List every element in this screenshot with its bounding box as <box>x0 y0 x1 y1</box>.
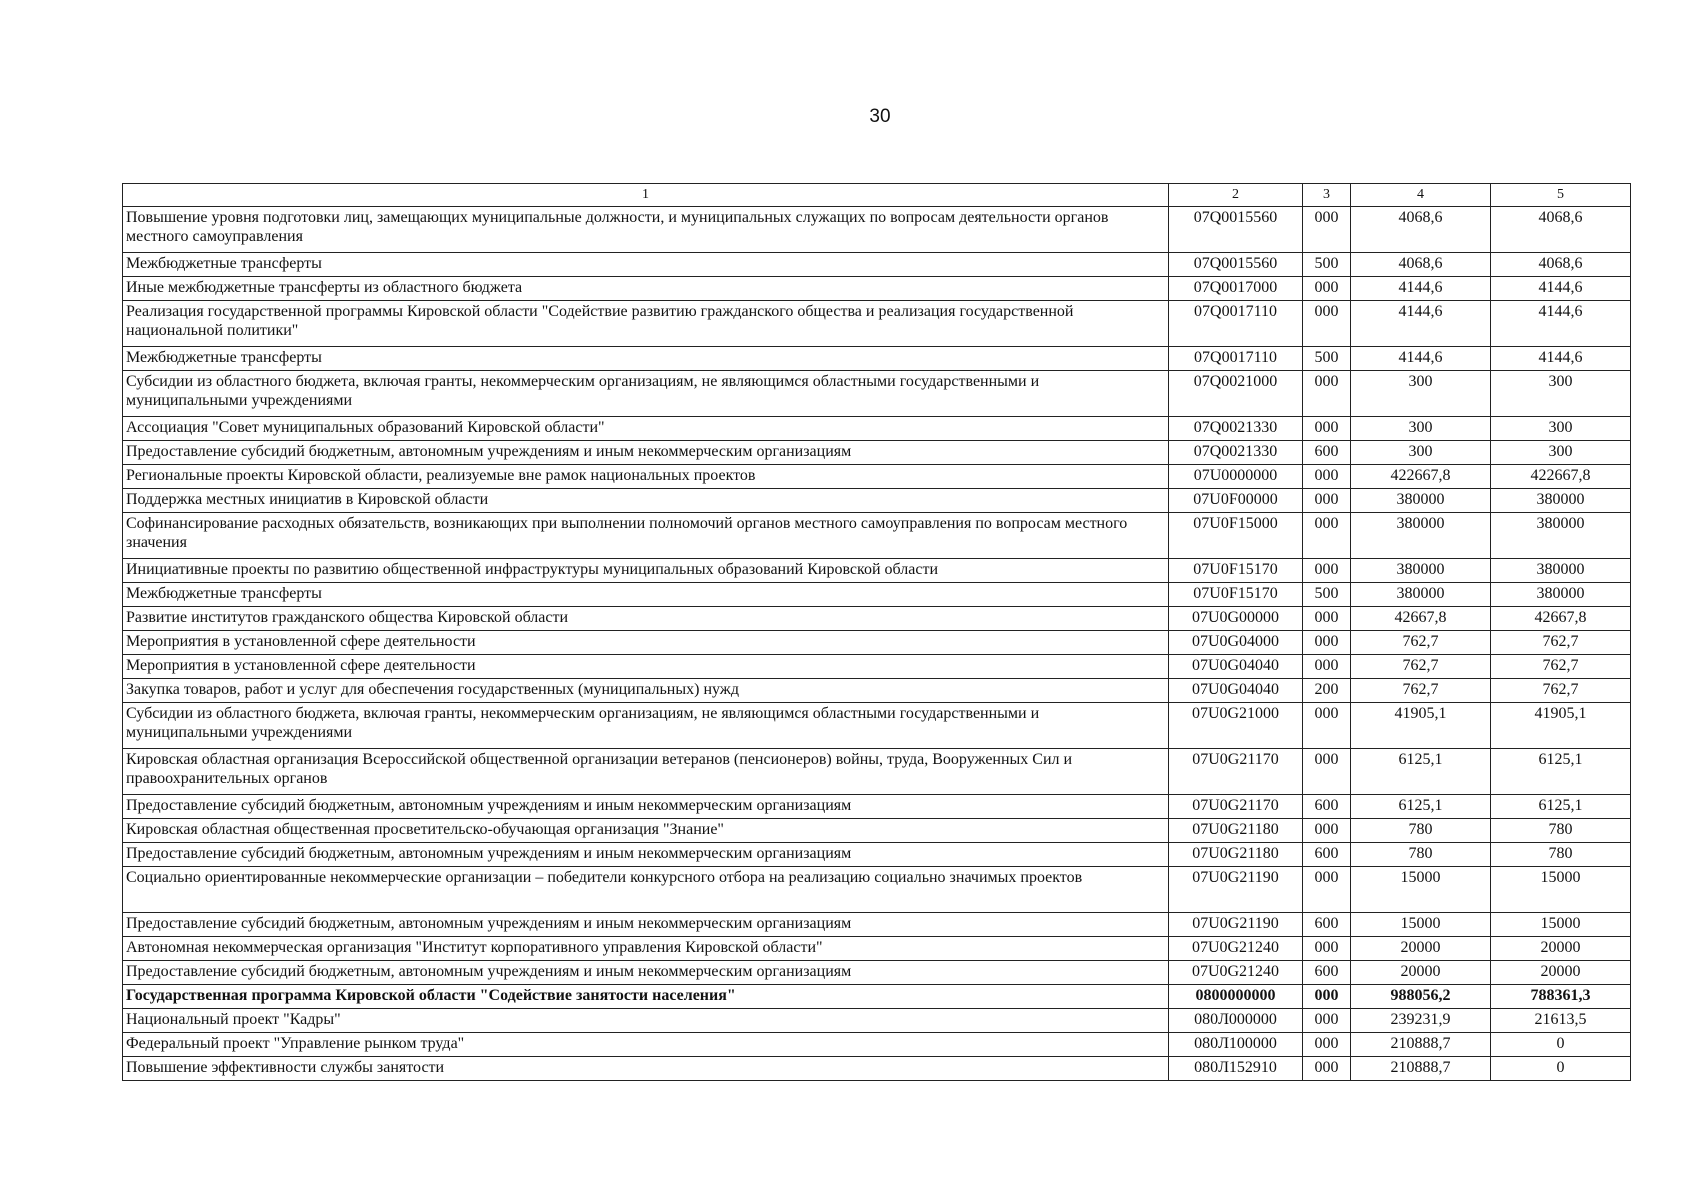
row-value-4-cell: 380000 <box>1351 513 1491 559</box>
row-value-4-cell: 780 <box>1351 819 1491 843</box>
row-code-cell: 07Q0015560 <box>1169 253 1303 277</box>
row-value-5-cell: 4068,6 <box>1491 253 1631 277</box>
row-type-cell: 000 <box>1303 819 1351 843</box>
row-name-cell: Автономная некоммерческая организация "Институт корпоративного управления Кировской области" <box>123 937 1169 961</box>
table-row <box>123 703 1631 749</box>
row-type-cell: 000 <box>1303 465 1351 489</box>
row-code-cell: 07Q0017110 <box>1169 301 1303 347</box>
header-col-1: 1 <box>123 184 1169 207</box>
row-code-cell: 07U0G21170 <box>1169 749 1303 795</box>
row-code-cell: 07U0000000 <box>1169 465 1303 489</box>
row-name-cell: Предоставление субсидий бюджетным, автономным учреждениям и иным некоммерческим организациям <box>123 795 1169 819</box>
table-row <box>123 937 1631 961</box>
row-value-4-cell: 210888,7 <box>1351 1033 1491 1057</box>
row-name-cell: Иные межбюджетные трансферты из областного бюджета <box>123 277 1169 301</box>
header-col-5: 5 <box>1491 184 1631 207</box>
table-row <box>123 819 1631 843</box>
row-value-4-cell: 300 <box>1351 441 1491 465</box>
row-value-4-cell: 4068,6 <box>1351 253 1491 277</box>
row-type-cell: 000 <box>1303 703 1351 749</box>
row-value-5-cell: 4144,6 <box>1491 301 1631 347</box>
row-value-5-cell: 20000 <box>1491 961 1631 985</box>
row-value-5-cell: 0 <box>1491 1033 1631 1057</box>
row-value-5-cell: 300 <box>1491 441 1631 465</box>
row-type-cell: 600 <box>1303 913 1351 937</box>
row-type-cell: 000 <box>1303 1033 1351 1057</box>
row-name-cell: Межбюджетные трансферты <box>123 583 1169 607</box>
row-code-cell: 07U0G21170 <box>1169 795 1303 819</box>
table-row <box>123 371 1631 417</box>
row-type-cell: 000 <box>1303 417 1351 441</box>
table-row <box>123 301 1631 347</box>
row-name-cell: Субсидии из областного бюджета, включая гранты, некоммерческим организациям, не являющимся областными государственными и муниципальными учреждениями <box>123 703 1169 749</box>
row-value-5-cell: 6125,1 <box>1491 749 1631 795</box>
row-code-cell: 07Q0017000 <box>1169 277 1303 301</box>
row-name-cell: Кировская областная общественная просветительско-обучающая организация "Знание" <box>123 819 1169 843</box>
table-row <box>123 465 1631 489</box>
row-value-5-cell: 780 <box>1491 819 1631 843</box>
row-value-4-cell: 422667,8 <box>1351 465 1491 489</box>
row-value-5-cell: 42667,8 <box>1491 607 1631 631</box>
row-value-4-cell: 239231,9 <box>1351 1009 1491 1033</box>
row-value-4-cell: 6125,1 <box>1351 795 1491 819</box>
row-type-cell: 000 <box>1303 749 1351 795</box>
row-type-cell: 000 <box>1303 655 1351 679</box>
row-value-4-cell: 380000 <box>1351 583 1491 607</box>
row-type-cell: 000 <box>1303 207 1351 253</box>
row-value-5-cell: 380000 <box>1491 489 1631 513</box>
row-name-cell: Государственная программа Кировской области "Содействие занятости населения" <box>123 985 1169 1009</box>
row-value-5-cell: 422667,8 <box>1491 465 1631 489</box>
row-name-cell: Софинансирование расходных обязательств, возникающих при выполнении полномочий органов местного самоуправления по вопросам местного значения <box>123 513 1169 559</box>
row-value-4-cell: 780 <box>1351 843 1491 867</box>
row-code-cell: 080Л000000 <box>1169 1009 1303 1033</box>
row-value-4-cell: 15000 <box>1351 913 1491 937</box>
row-name-cell: Предоставление субсидий бюджетным, автономным учреждениям и иным некоммерческим организациям <box>123 961 1169 985</box>
row-name-cell: Мероприятия в установленной сфере деятельности <box>123 631 1169 655</box>
table-row <box>123 1033 1631 1057</box>
row-value-4-cell: 380000 <box>1351 489 1491 513</box>
row-code-cell: 07U0F00000 <box>1169 489 1303 513</box>
row-type-cell: 200 <box>1303 679 1351 703</box>
row-value-5-cell: 762,7 <box>1491 679 1631 703</box>
row-name-cell: Предоставление субсидий бюджетным, автономным учреждениям и иным некоммерческим организациям <box>123 913 1169 937</box>
table-row <box>123 607 1631 631</box>
table-row <box>123 347 1631 371</box>
table-row <box>123 913 1631 937</box>
row-value-5-cell: 300 <box>1491 417 1631 441</box>
row-code-cell: 07U0G21000 <box>1169 703 1303 749</box>
row-type-cell: 000 <box>1303 631 1351 655</box>
row-name-cell: Субсидии из областного бюджета, включая гранты, некоммерческим организациям, не являющимся областными государственными и муниципальными учреждениями <box>123 371 1169 417</box>
row-value-4-cell: 41905,1 <box>1351 703 1491 749</box>
header-col-3: 3 <box>1303 184 1351 207</box>
row-value-4-cell: 762,7 <box>1351 655 1491 679</box>
row-name-cell: Повышение эффективности службы занятости <box>123 1057 1169 1081</box>
row-type-cell: 000 <box>1303 1009 1351 1033</box>
row-code-cell: 07Q0021330 <box>1169 417 1303 441</box>
table-row <box>123 489 1631 513</box>
row-code-cell: 07Q0015560 <box>1169 207 1303 253</box>
row-value-4-cell: 4144,6 <box>1351 277 1491 301</box>
row-value-5-cell: 6125,1 <box>1491 795 1631 819</box>
row-type-cell: 500 <box>1303 583 1351 607</box>
row-code-cell: 07U0G04040 <box>1169 655 1303 679</box>
row-type-cell: 000 <box>1303 513 1351 559</box>
table-row <box>123 985 1631 1009</box>
row-code-cell: 07U0G00000 <box>1169 607 1303 631</box>
table-row <box>123 559 1631 583</box>
header-col-2: 2 <box>1169 184 1303 207</box>
table-row <box>123 843 1631 867</box>
row-name-cell: Поддержка местных инициатив в Кировской области <box>123 489 1169 513</box>
row-type-cell: 000 <box>1303 985 1351 1009</box>
row-code-cell: 07U0F15170 <box>1169 559 1303 583</box>
row-name-cell: Реализация государственной программы Кировской области "Содействие развитию гражданского общества и реализация государственной национальной политики" <box>123 301 1169 347</box>
row-code-cell: 07U0G21240 <box>1169 961 1303 985</box>
row-name-cell: Ассоциация "Совет муниципальных образований Кировской области" <box>123 417 1169 441</box>
row-type-cell: 000 <box>1303 607 1351 631</box>
row-code-cell: 07U0G21180 <box>1169 843 1303 867</box>
header-row <box>123 184 1631 207</box>
table-row <box>123 631 1631 655</box>
table-row <box>123 749 1631 795</box>
row-name-cell: Региональные проекты Кировской области, реализуемые вне рамок национальных проектов <box>123 465 1169 489</box>
row-value-5-cell: 780 <box>1491 843 1631 867</box>
row-type-cell: 000 <box>1303 277 1351 301</box>
row-value-5-cell: 762,7 <box>1491 655 1631 679</box>
row-name-cell: Закупка товаров, работ и услуг для обеспечения государственных (муниципальных) нужд <box>123 679 1169 703</box>
row-value-4-cell: 6125,1 <box>1351 749 1491 795</box>
table-row <box>123 1009 1631 1033</box>
row-value-4-cell: 4144,6 <box>1351 301 1491 347</box>
row-code-cell: 080Л152910 <box>1169 1057 1303 1081</box>
page-number: 30 <box>869 106 891 127</box>
row-type-cell: 600 <box>1303 961 1351 985</box>
row-value-5-cell: 4144,6 <box>1491 347 1631 371</box>
budget-table <box>122 183 1631 1081</box>
table-body <box>123 207 1631 1081</box>
row-value-5-cell: 380000 <box>1491 559 1631 583</box>
row-name-cell: Кировская областная организация Всероссийской общественной организации ветеранов (пенсионеров) войны, труда, Вооруженных Сил и правоохранительных органов <box>123 749 1169 795</box>
table-row <box>123 277 1631 301</box>
row-value-5-cell: 0 <box>1491 1057 1631 1081</box>
row-type-cell: 000 <box>1303 371 1351 417</box>
row-code-cell: 07U0G04000 <box>1169 631 1303 655</box>
budget-table-container <box>122 183 1631 1081</box>
row-code-cell: 07U0F15000 <box>1169 513 1303 559</box>
row-value-5-cell: 21613,5 <box>1491 1009 1631 1033</box>
row-value-4-cell: 20000 <box>1351 961 1491 985</box>
row-value-4-cell: 42667,8 <box>1351 607 1491 631</box>
row-value-4-cell: 300 <box>1351 417 1491 441</box>
row-value-5-cell: 15000 <box>1491 913 1631 937</box>
row-type-cell: 600 <box>1303 441 1351 465</box>
row-name-cell: Федеральный проект "Управление рынком труда" <box>123 1033 1169 1057</box>
row-value-5-cell: 380000 <box>1491 583 1631 607</box>
row-value-5-cell: 300 <box>1491 371 1631 417</box>
table-row <box>123 795 1631 819</box>
table-row <box>123 961 1631 985</box>
row-value-5-cell: 4144,6 <box>1491 277 1631 301</box>
row-code-cell: 07Q0017110 <box>1169 347 1303 371</box>
row-value-4-cell: 4144,6 <box>1351 347 1491 371</box>
table-row <box>123 583 1631 607</box>
row-name-cell: Межбюджетные трансферты <box>123 253 1169 277</box>
row-value-4-cell: 762,7 <box>1351 679 1491 703</box>
row-name-cell: Развитие институтов гражданского общества Кировской области <box>123 607 1169 631</box>
row-name-cell: Повышение уровня подготовки лиц, замещающих муниципальные должности, и муниципальных служащих по вопросам деятельности органов местного самоуправления <box>123 207 1169 253</box>
row-name-cell: Инициативные проекты по развитию общественной инфраструктуры муниципальных образований Кировской области <box>123 559 1169 583</box>
row-value-5-cell: 15000 <box>1491 867 1631 913</box>
table-row <box>123 253 1631 277</box>
row-code-cell: 07U0G21190 <box>1169 913 1303 937</box>
row-value-5-cell: 4068,6 <box>1491 207 1631 253</box>
row-type-cell: 600 <box>1303 843 1351 867</box>
table-row <box>123 441 1631 465</box>
table-row <box>123 417 1631 441</box>
row-value-5-cell: 41905,1 <box>1491 703 1631 749</box>
row-name-cell: Социально ориентированные некоммерческие организации – победители конкурсного отбора на реализацию социально значимых проектов <box>123 867 1169 913</box>
row-value-4-cell: 988056,2 <box>1351 985 1491 1009</box>
row-value-4-cell: 4068,6 <box>1351 207 1491 253</box>
row-type-cell: 000 <box>1303 937 1351 961</box>
row-code-cell: 07U0G04040 <box>1169 679 1303 703</box>
row-type-cell: 500 <box>1303 253 1351 277</box>
table-row <box>123 655 1631 679</box>
row-type-cell: 000 <box>1303 489 1351 513</box>
row-code-cell: 07U0G21240 <box>1169 937 1303 961</box>
row-value-4-cell: 762,7 <box>1351 631 1491 655</box>
row-type-cell: 000 <box>1303 559 1351 583</box>
row-value-5-cell: 762,7 <box>1491 631 1631 655</box>
table-row <box>123 679 1631 703</box>
row-value-4-cell: 15000 <box>1351 867 1491 913</box>
row-code-cell: 07U0G21190 <box>1169 867 1303 913</box>
row-code-cell: 07U0F15170 <box>1169 583 1303 607</box>
row-type-cell: 000 <box>1303 1057 1351 1081</box>
row-code-cell: 07U0G21180 <box>1169 819 1303 843</box>
row-code-cell: 080Л100000 <box>1169 1033 1303 1057</box>
header-col-4: 4 <box>1351 184 1491 207</box>
row-code-cell: 07Q0021330 <box>1169 441 1303 465</box>
row-code-cell: 0800000000 <box>1169 985 1303 1009</box>
row-code-cell: 07Q0021000 <box>1169 371 1303 417</box>
row-value-5-cell: 788361,3 <box>1491 985 1631 1009</box>
row-name-cell: Национальный проект "Кадры" <box>123 1009 1169 1033</box>
row-name-cell: Мероприятия в установленной сфере деятельности <box>123 655 1169 679</box>
table-row <box>123 1057 1631 1081</box>
row-value-4-cell: 300 <box>1351 371 1491 417</box>
row-value-4-cell: 380000 <box>1351 559 1491 583</box>
row-value-5-cell: 20000 <box>1491 937 1631 961</box>
row-value-5-cell: 380000 <box>1491 513 1631 559</box>
row-type-cell: 000 <box>1303 301 1351 347</box>
row-name-cell: Предоставление субсидий бюджетным, автономным учреждениям и иным некоммерческим организациям <box>123 843 1169 867</box>
table-row <box>123 867 1631 913</box>
row-name-cell: Межбюджетные трансферты <box>123 347 1169 371</box>
row-type-cell: 500 <box>1303 347 1351 371</box>
row-name-cell: Предоставление субсидий бюджетным, автономным учреждениям и иным некоммерческим организациям <box>123 441 1169 465</box>
row-value-4-cell: 210888,7 <box>1351 1057 1491 1081</box>
row-value-4-cell: 20000 <box>1351 937 1491 961</box>
row-type-cell: 600 <box>1303 795 1351 819</box>
row-type-cell: 000 <box>1303 867 1351 913</box>
table-row <box>123 207 1631 253</box>
table-row <box>123 513 1631 559</box>
